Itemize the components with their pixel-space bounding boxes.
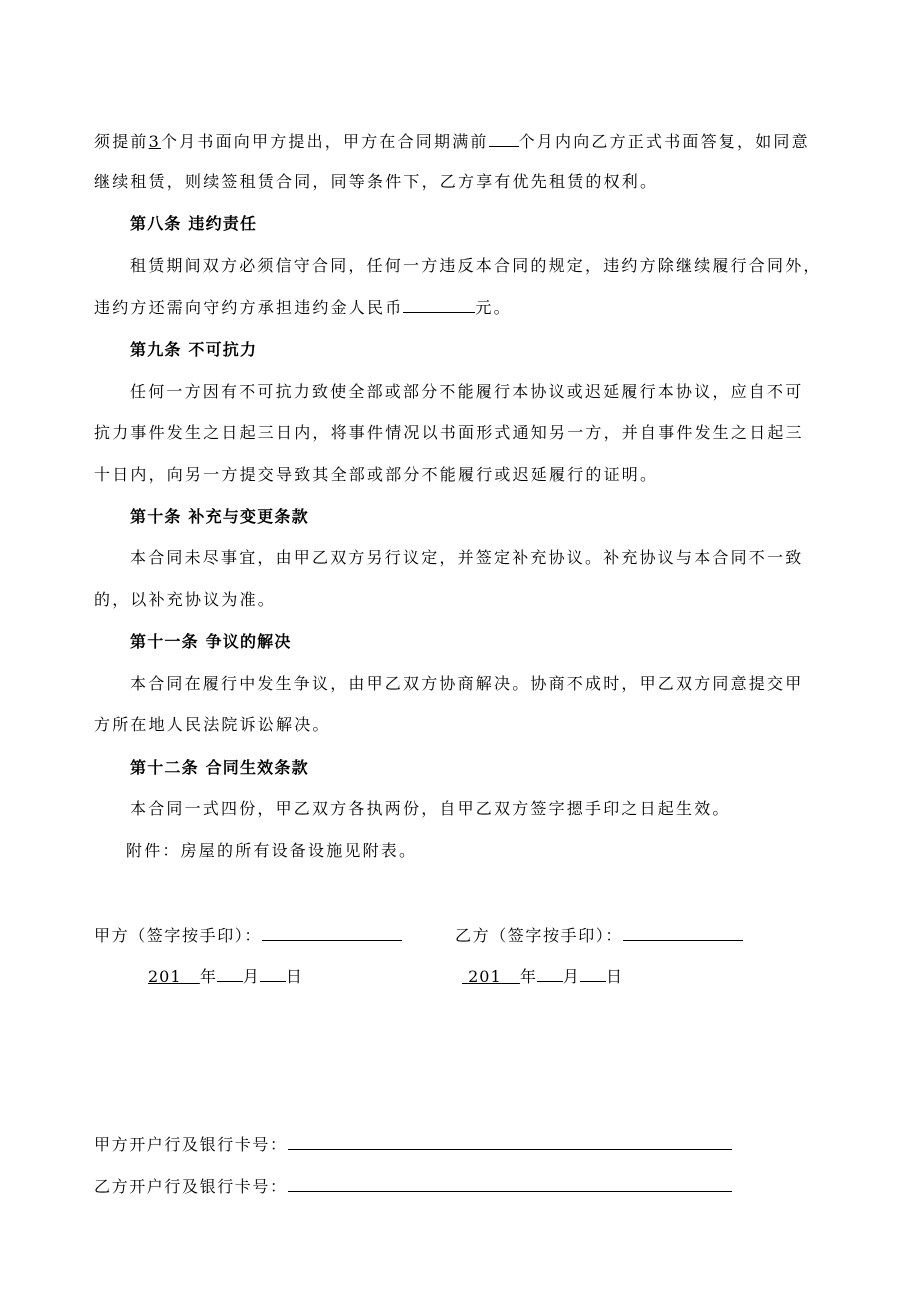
party-b-year-prefix: 201 [468,967,502,986]
renewal-text-c: 个月内向乙方正式书面答复，如同意 [518,132,810,151]
article-11-heading: 第十一条 争议的解决 [130,632,292,651]
article-10-line-2: 的，以补充协议为准。 [94,590,277,609]
party-a-signature-label: 甲方（签字按手印）： [94,926,263,945]
article-9-heading: 第九条 不可抗力 [130,340,258,359]
party-b-signature-label: 乙方（签字按手印）： [455,926,624,945]
party-a-year-label: 年 [199,967,217,986]
penalty-text: 违约方还需向守约方承担违约金人民币 [94,298,404,317]
party-b-bank-line[interactable] [288,1175,732,1192]
party-b-bank-row [94,1175,732,1197]
party-a-date [148,966,303,987]
party-b-month-label: 月 [562,967,580,986]
renewal-text-a: 须提前 [94,132,149,151]
party-b-signature-line[interactable] [623,924,743,941]
party-b-year-field[interactable] [462,967,520,986]
party-a-bank-label: 甲方开户行及银行卡号： [94,1135,288,1154]
penalty-unit: 元。 [475,298,512,317]
party-a-signature-line[interactable] [262,924,402,941]
article-11-line-2: 方所在地人民法院诉讼解决。 [94,715,331,734]
party-b-day-blank[interactable] [580,966,606,982]
attachment-note: 附件：房屋的所有设备设施见附表。 [126,841,418,860]
penalty-amount-blank[interactable] [403,297,475,313]
party-b-bank-label: 乙方开户行及银行卡号： [94,1177,288,1196]
article-8-line-1: 租赁期间双方必须信守合同，任何一方违反本合同的规定，违约方除继续履行合同外， [130,256,822,275]
article-12-line-1: 本合同一式四份，甲乙双方各执两份，自甲乙双方签字摁手印之日起生效。 [130,799,731,818]
article-8-line-2 [94,297,512,318]
article-9-line-1: 任何一方因有不可抗力致使全部或部分不能履行本协议或迟延履行本协议，应自不可 [130,382,804,401]
party-a-day-label: 日 [285,967,303,986]
renewal-line-2: 继续租赁，则续签租赁合同，同等条件下，乙方享有优先租赁的权利。 [94,172,659,191]
party-b-year-label: 年 [519,967,537,986]
renewal-line-1 [94,131,810,152]
party-a-bank-row [94,1133,732,1155]
party-a-signature [94,924,402,946]
renewal-text-b: 个月书面向甲方提出，甲方在合同期满前 [161,132,489,151]
party-b-month-blank[interactable] [537,966,563,982]
article-11-line-1: 本合同在履行中发生争议，由甲乙双方协商解决。协商不成时，甲乙双方同意提交甲 [130,674,804,693]
party-a-month-label: 月 [242,967,260,986]
party-a-year-prefix: 201 [148,967,182,986]
renewal-months-value: 3 [148,132,161,151]
article-10-line-1: 本合同未尽事宜，由甲乙双方另行议定，并签定补充协议。补充协议与本合同不一致 [130,548,804,567]
party-b-date [462,966,623,987]
article-9-line-3: 十日内，向另一方提交导致其全部或部分不能履行或迟延履行的证明。 [94,465,659,484]
party-a-day-blank[interactable] [260,966,286,982]
renewal-reply-months-blank[interactable] [489,131,519,147]
article-9-line-2: 抗力事件发生之日起三日内，将事件情况以书面形式通知另一方，并自事件发生之日起三 [94,423,804,442]
party-a-bank-line[interactable] [288,1133,732,1150]
party-b-day-label: 日 [605,967,623,986]
article-8-heading: 第八条 违约责任 [130,214,258,233]
article-12-heading: 第十二条 合同生效条款 [130,758,309,777]
party-b-signature [455,924,743,946]
party-a-year-field[interactable] [148,967,200,986]
party-a-month-blank[interactable] [217,966,243,982]
article-10-heading: 第十条 补充与变更条款 [130,507,309,526]
